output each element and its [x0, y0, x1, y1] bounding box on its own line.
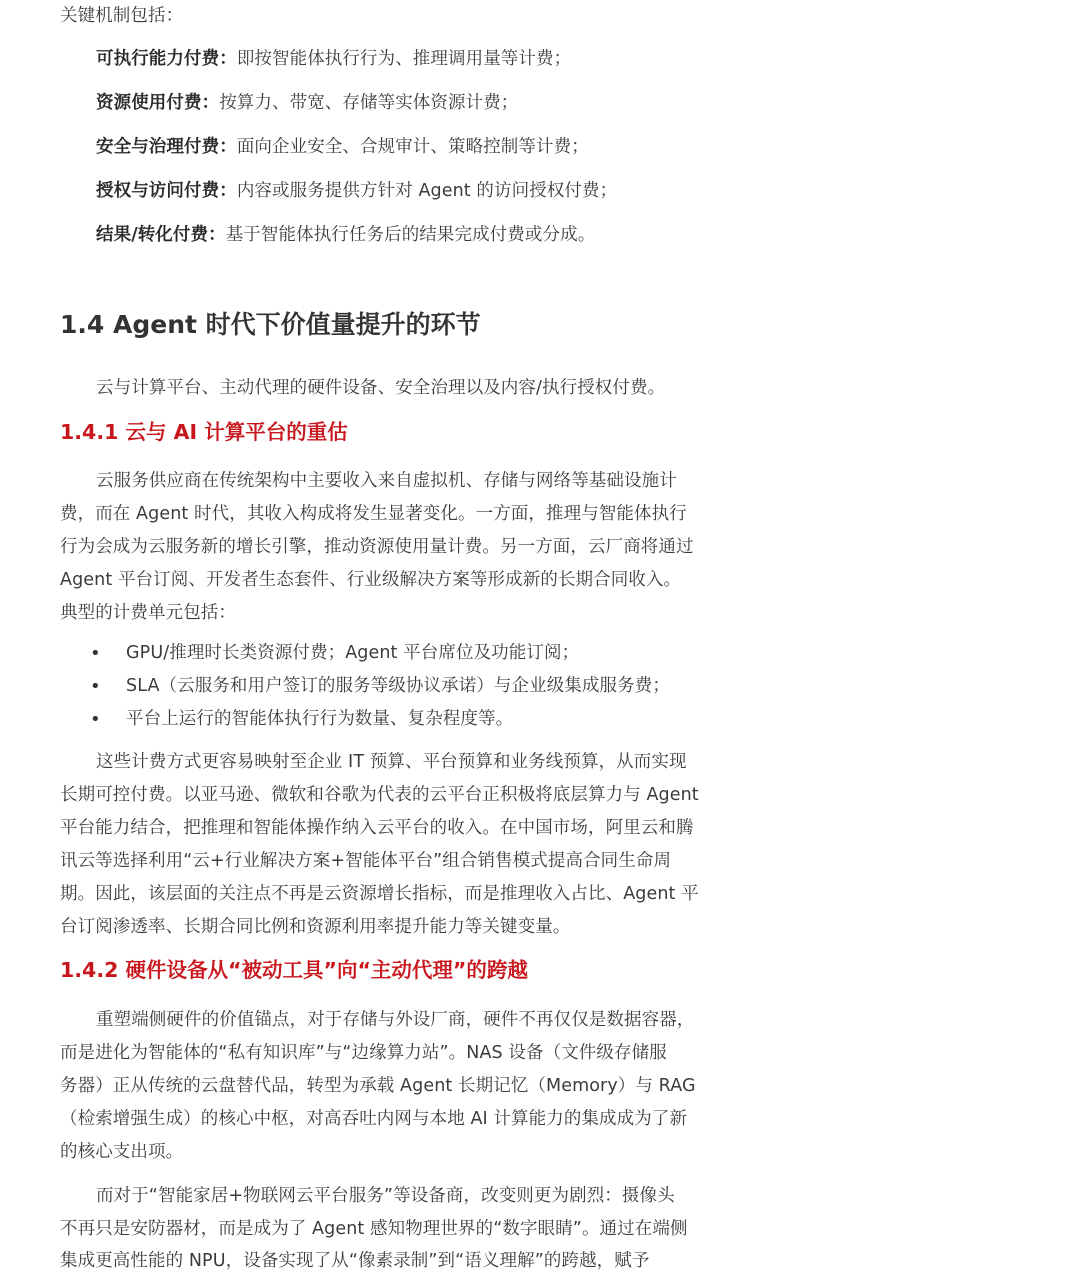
paragraph-line: 费，而在 Agent 时代，其收入构成将发生显著变化。一方面，推理与智能体执行	[60, 504, 687, 524]
section-heading-1-4: 1.4 Agent 时代下价值量提升的环节	[60, 310, 481, 339]
paragraph-line: 平台能力结合，把推理和智能体操作纳入云平台的收入。在中国市场，阿里云和腾	[60, 818, 694, 838]
paragraph-line: 讯云等选择利用“云+行业解决方案+智能体平台”组合销售模式提高合同生命周	[60, 851, 672, 871]
mechanism-desc: 按算力、带宽、存储等实体资源计费；	[219, 93, 519, 113]
paragraph-line: 台订阅渗透率、长期合同比例和资源利用率提升能力等关键变量。	[60, 917, 571, 937]
paragraph-line: 这些计费方式更容易映射至企业 IT 预算、平台预算和业务线预算，从而实现	[96, 752, 687, 772]
subsection-heading-1-4-2: 1.4.2 硬件设备从“被动工具”向“主动代理”的跨越	[60, 958, 528, 982]
mechanism-item	[96, 91, 518, 115]
mechanism-desc: 基于智能体执行任务后的结果完成付费或分成。	[225, 225, 596, 245]
paragraph-line: 典型的计费单元包括：	[60, 603, 236, 623]
paragraph-line: 重塑端侧硬件的价值锚点，对于存储与外设厂商，硬件不再仅仅是数据容器，	[96, 1010, 695, 1030]
paragraph-line: 期。因此，该层面的关注点不再是云资源增长指标，而是推理收入占比、Agent 平	[60, 884, 699, 904]
paragraph-line: 务器）正从传统的云盘替代品，转型为承载 Agent 长期记忆（Memory）与 RAG	[60, 1076, 696, 1096]
paragraph-line: 而是进化为智能体的“私有知识库”与“边缘算力站”。NAS 设备（文件级存储服	[60, 1043, 667, 1063]
paragraph-line: 不再只是安防器材，而是成为了 Agent 感知物理世界的“数字眼睛”。通过在端侧	[60, 1219, 688, 1239]
paragraph-line: 长期可控付费。以亚马逊、微软和谷歌为代表的云平台正积极将底层算力与 Agent	[60, 785, 699, 805]
section-summary: 云与计算平台、主动代理的硬件设备、安全治理以及内容/执行授权付费。	[96, 378, 666, 398]
mechanism-desc: 内容或服务提供方针对 Agent 的访问授权付费；	[236, 181, 618, 201]
mechanism-desc: 面向企业安全、合规审计、策略控制等计费；	[236, 137, 589, 157]
mechanism-term: 可执行能力付费：	[96, 49, 237, 69]
mechanism-item	[96, 179, 617, 203]
paragraph-line: （检索增强生成）的核心中枢，对高吞吐内网与本地 AI 计算能力的集成成为了新	[60, 1109, 688, 1129]
paragraph-line: 集成更高性能的 NPU，设备实现了从“像素录制”到“语义理解”的跨越，赋予	[60, 1251, 650, 1271]
mechanism-desc: 即按智能体执行行为、推理调用量等计费；	[236, 49, 572, 69]
paragraph-line: 云服务供应商在传统架构中主要收入来自虚拟机、存储与网络等基础设施计	[96, 471, 677, 491]
bullet-icon: •	[90, 643, 101, 664]
list-item: GPU/推理时长类资源付费；Agent 平台席位及功能订阅；	[126, 643, 580, 663]
mechanism-item	[96, 47, 571, 71]
intro-text: 关键机制包括：	[60, 6, 184, 26]
bullet-icon: •	[90, 709, 101, 730]
paragraph-line: 的核心支出项。	[60, 1142, 184, 1162]
paragraph-line: 行为会成为云服务新的增长引擎，推动资源使用量计费。另一方面，云厂商将通过	[60, 537, 694, 557]
paragraph-line: 而对于“智能家居+物联网云平台服务”等设备商，改变则更为剧烈：摄像头	[96, 1186, 675, 1206]
mechanism-term: 安全与治理付费：	[96, 137, 237, 157]
mechanism-item	[96, 135, 589, 159]
mechanism-term: 结果/转化付费：	[96, 225, 226, 245]
paragraph-line: Agent 平台订阅、开发者生态套件、行业级解决方案等形成新的长期合同收入。	[60, 570, 682, 590]
mechanism-item	[96, 223, 595, 247]
subsection-heading-1-4-1: 1.4.1 云与 AI 计算平台的重估	[60, 420, 348, 444]
list-item: SLA（云服务和用户签订的服务等级协议承诺）与企业级集成服务费；	[126, 676, 670, 696]
mechanism-term: 授权与访问付费：	[96, 181, 237, 201]
bullet-icon: •	[90, 676, 101, 697]
mechanism-term: 资源使用付费：	[96, 93, 220, 113]
list-item: 平台上运行的智能体执行行为数量、复杂程度等。	[126, 709, 514, 729]
